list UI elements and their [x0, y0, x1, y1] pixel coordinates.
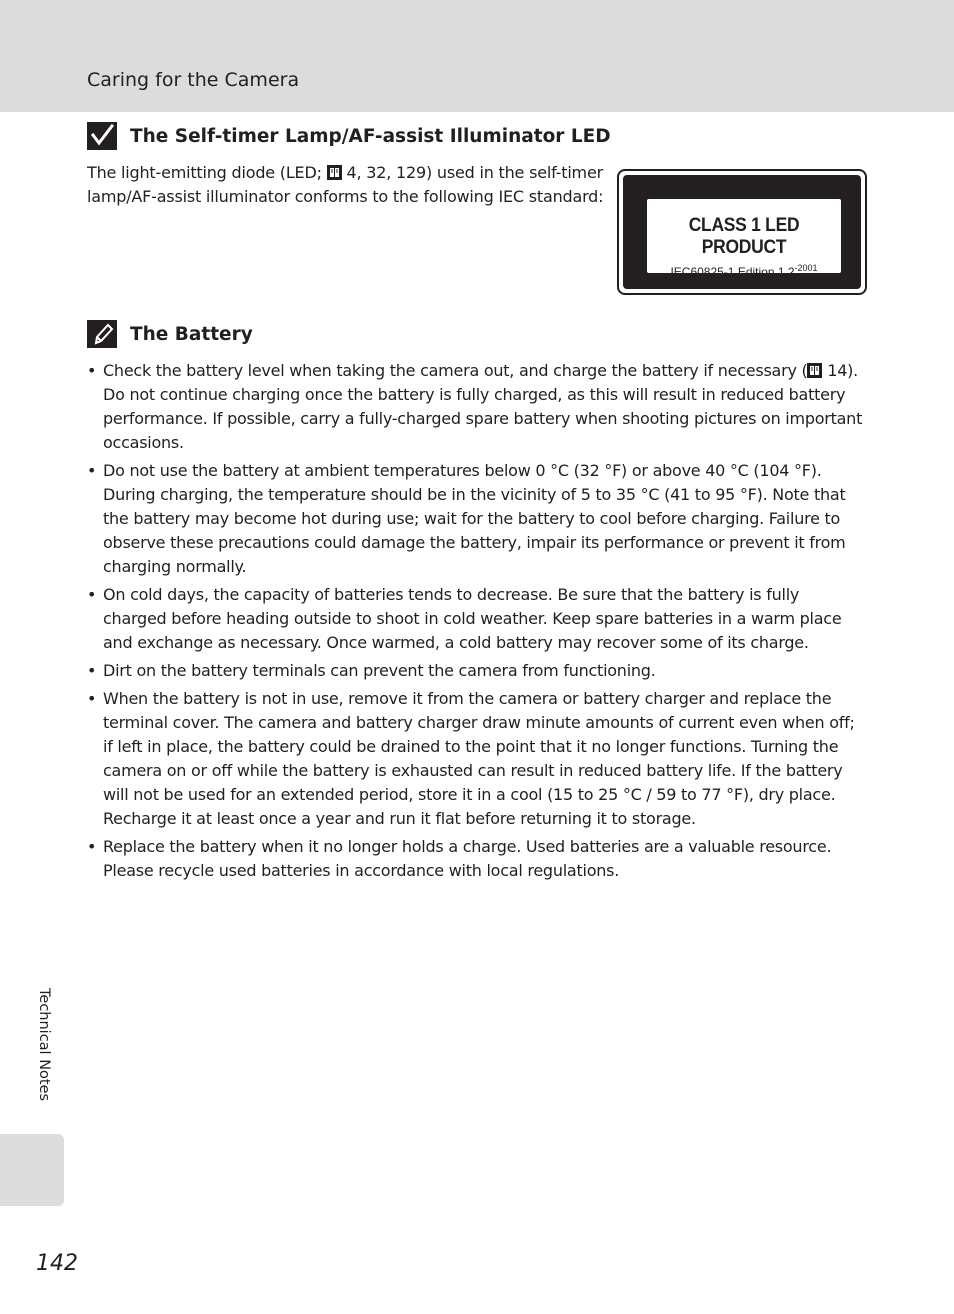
label-standard-sup: -2001	[794, 263, 818, 273]
led-section-title: The Self-timer Lamp/AF-assist Illuminator LED	[130, 125, 611, 147]
list-item	[87, 359, 867, 455]
battery-section-title: The Battery	[130, 323, 253, 345]
item-text: Dirt on the battery terminals can prevent the camera from functioning.	[103, 661, 656, 680]
label-standard-main: IEC60825-1 Edition 1.2	[670, 265, 795, 279]
side-section-label: Technical Notes	[36, 988, 52, 1102]
header-title: Caring for the Camera	[87, 69, 300, 91]
list-item	[87, 687, 867, 831]
battery-list	[87, 359, 867, 887]
bullet: •	[87, 361, 97, 380]
item-text-before: Check the battery level when taking the camera out, and charge the battery if necessary (	[103, 361, 808, 380]
bullet: •	[87, 689, 97, 708]
battery-section-heading	[87, 320, 253, 348]
bullet: •	[87, 585, 97, 604]
bullet: •	[87, 837, 97, 856]
check-mark-icon	[87, 122, 117, 150]
page-reference-icon	[807, 361, 822, 376]
item-text: On cold days, the capacity of batteries tends to decrease. Be sure that the battery is fully charged before heading outside to shoot in cold weather. Keep spare batteries in a warm place and exchange as necessary. Once warmed, a cold battery may recover some of its charge.	[103, 585, 842, 652]
led-text-before: The light-emitting diode (LED;	[87, 163, 327, 182]
list-item	[87, 835, 867, 883]
label-class-text: CLASS 1 LED PRODUCT	[688, 215, 800, 258]
side-thumb-tab	[0, 1134, 64, 1206]
led-section-heading	[87, 122, 611, 150]
label-black-frame	[623, 175, 861, 289]
bullet: •	[87, 461, 97, 480]
class1-led-label	[617, 169, 867, 295]
item-text: Replace the battery when it no longer holds a charge. Used batteries are a valuable resource. Please recycle used batteries in accordance with local regulations.	[103, 837, 832, 880]
label-standard-text	[647, 263, 841, 279]
item-text: When the battery is not in use, remove it from the camera or battery charger and replace the terminal cover. The camera and battery charger draw minute amounts of current even when off; if left in place, the battery could be drained to the point that it no longer functions. Turning the camera on or off while the battery is exhausted can result in reduced battery life. If the battery will not be used for an extended period, store it in a cool (15 to 25 °C / 59 to 77 °F), dry place. Recharge it at least once a year and run it flat before returning it to storage.	[103, 689, 855, 828]
led-text-after: 4, 32, 129) used in the self-timer lamp/AF-assist illuminator conforms to the following IEC standard:	[87, 163, 604, 206]
item-text: Do not use the battery at ambient temperatures below 0 °C (32 °F) or above 40 °C (104 °F). During charging, the temperature should be in the vicinity of 5 to 35 °C (41 to 95 °F). Note that the battery may become hot during use; wait for the battery to cool before charging. Failure to observe these precautions could damage the battery, impair its performance or prevent it from charging normally.	[103, 461, 846, 576]
item-text-after: 14). Do not continue charging once the battery is fully charged, as this will result in reduced battery performance. If possible, carry a fully-charged spare battery when shooting pictures on important occasions.	[103, 361, 863, 452]
header-band	[0, 0, 954, 112]
pencil-note-icon	[87, 320, 117, 348]
label-white-panel	[647, 199, 841, 279]
list-item	[87, 659, 867, 683]
page-reference-icon	[327, 163, 342, 178]
page-number: 142	[36, 1251, 78, 1276]
led-paragraph	[87, 161, 607, 209]
list-item	[87, 583, 867, 655]
bullet: •	[87, 661, 97, 680]
list-item	[87, 459, 867, 579]
